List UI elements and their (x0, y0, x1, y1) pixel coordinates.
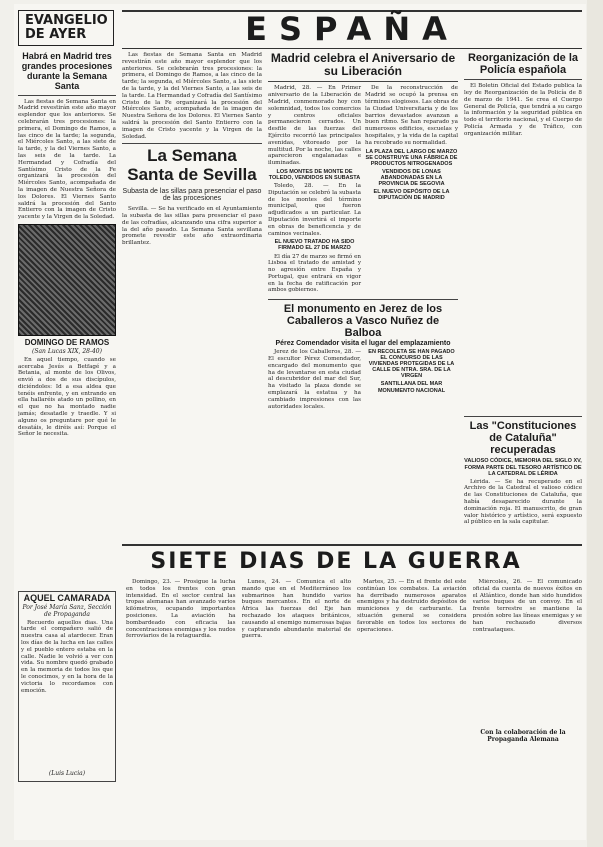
monument-subheadline: Pérez Comendador visita el lugar del emplazamiento (275, 339, 451, 347)
catalunya-subheadline: VALIOSO CÓDICE, MEMORIA DEL SIGLO XV, FORMA PARTE DEL TESORO ARTÍSTICO DE LA CATEDRAL DE LÉRIDA (464, 458, 582, 477)
footer-note: Con la colaboración de la Propaganda Alemana (480, 728, 566, 743)
subhead-fabrica: LA PLAZA DEL LARGO DE MARZO SE CONSTRUYE UNA FÁBRICA DE PRODUCTOS NITROGENADOS (365, 148, 458, 167)
camarada-box (18, 591, 116, 782)
subhead-segovia: VENDIDOS DE LONAS ABANDONADAS EN LA PROVINCIA DE SEGOVIA (378, 168, 445, 187)
sevilla-subheadline: Subasta de las sillas para presenciar el paso de las procesiones (122, 187, 262, 203)
center2-text: De la reconstrucción de Madrid se ocupó la prensa en términos elogiosos. Las obras de la Ciudad Universitaria y de los barrios devastados avanzan a buen ritmo. Se han reparado ya numerosos edificios, escuelas y hospitales, y la vida de la capital ha recobrado su normalidad. (365, 85, 458, 146)
camarada-text: Recuerdo aquellos días. Una tarde el compañero salió de nuestra casa al atardecer. Eran los días de la lucha en las calles y el pueblo entero estaba en la calle. Nadie le volvió a ver con vida. Su nombre quedó grabado en la memoria de todos los que le conocimos, y en la hora de la victoria lo recordamos con emoción. (21, 619, 113, 694)
newspaper-title: ESPAÑA (245, 10, 459, 48)
supplement-logo (18, 10, 114, 46)
masthead (122, 10, 582, 49)
newspaper-page (14, 4, 586, 840)
subhead-deposito: EL NUEVO DEPÓSITO DE LA DIPUTACIÓN DE MADRID (373, 188, 450, 201)
divider (18, 95, 116, 96)
madrid-text: Madrid, 28. — En Primer aniversario de la Liberación de Madrid, conmemorado hoy con solemnidad, todos los comercios y centros oficiales permanecieron cerrados. Un desfile de las fuerzas del Ejército recorrió las principales avenidas, vitoreado por la multitud. Por la noche, las calles aparecieron engalanadas e iluminadas. (268, 85, 361, 167)
sign-off: (Luis Lucia) (48, 769, 86, 777)
siete-col-3: Martes, 25. — En el frente del este continúan los combates. La aviación ha derribado numerosos aparatos enemigos y ha destruido depósitos de municiones y de carburante. La situación general se considera favorable en todos los sectores de operaciones. (357, 579, 467, 633)
procesiones-headline: Habrá en Madrid tres grandes procesiones durante la Semana Santa (21, 52, 113, 91)
monument-text: Jerez de los Caballeros, 28. — El escultor Pérez Comendador, encargado del monumento que ha de levantarse en esta ciudad al descubridor del mar del Sur, ha visitado la plaza donde se emplazará la estatua y ha cambiado impresiones con las autoridades locales. (268, 349, 361, 410)
monument-subcolumns (268, 349, 458, 412)
siete-col-4: Miércoles, 26. — El comunicado oficial da cuenta de nuevos éxitos en el Atlántico, donde han sido hundidos varios buques de un convoy. En el frente terrestre se mantiene la presión sobre las líneas enemigas y se han rechazado diversos contraataques. (472, 579, 582, 633)
left-column (18, 52, 116, 832)
policia-text: El Boletín Oficial del Estado publica la ley de Reorganización de la Policía de 8 de marzo de 1941. Se crea el Cuerpo General de Policía, que tendrá a su cargo la información y la seguridad pública en todo el territorio nacional, y el Cuerpo de Policía Armada y de Tráfico, con organización militar. (464, 83, 582, 137)
religious-illustration (18, 224, 116, 336)
mid-left-column (122, 52, 262, 540)
page-edge (587, 0, 603, 847)
monument-side (365, 349, 458, 412)
procesiones-text: Las fiestas de Semana Santa en Madrid revestirán este año mayor esplendor que los anteriores. Se celebrarán tres procesiones: la primera, el Domingo de Ramos, a las cinco de la tarde; la segunda, el Miércoles Santo, a las siete de la tarde, y la del Viernes Santo, a las seis de la tarde. La Hermandad y Cofradía del Santísimo Cristo de la Fe organizará la procesión del Miércoles Santo, acompañada de la imagen de Nuestra Señora de los Dolores. El Viernes Santo saldrá la procesión del Santo Entierro con la imagen de Cristo yacente y la Virgen de la Soledad. (18, 98, 116, 221)
divider (268, 299, 458, 300)
domingo-title: DOMINGO DE RAMOS (24, 337, 110, 347)
policia-headline: Reorganización de la Policía española (467, 52, 579, 77)
subhead-recoleta: EN RECOLETA SE HAN PAGADO EL CONCURSO DE LAS VIVIENDAS PROTEGIDAS DE LA CALLE DE NTRA. SRA. DE LA VIRGEN (368, 349, 455, 380)
toledo-text: Toledo, 28. — En la Diputación se celebró la subasta de los montes del término municipal, que fueron adjudicados a un particular. La Diputación invertirá el importe en obras de beneficencia y de caminos vecinales. (268, 183, 361, 237)
tratado-text: El día 27 de marzo se firmó en Lisboa el tratado de amistad y no agresión entre España y Portugal, que entrará en vigor en la fecha de ratificación por ambos gobiernos. (268, 253, 361, 294)
divider (464, 416, 582, 417)
monument-headline: El monumento en Jerez de los Caballeros a Vasco Nuñez de Balboa (283, 303, 443, 340)
camarada-title: AQUEL CAMARADA (23, 592, 111, 603)
camarada-byline: Por José María Sanz, Sección de Propaganda (22, 603, 112, 618)
center-subcolumns (268, 85, 458, 296)
sevilla-text: Sevilla. — Se ha verificado en el Ayuntamiento la subasta de las sillas para presenciar el paso de las cofradías, alcanzando una cifra superior a la del año pasado. La Semana Santa sevillana promete revestir este año extraordinaria brillantez. (122, 206, 262, 247)
domingo-text: En aquel tiempo, cuando se acercaba Jesús a Betfagé y a Betania, al monte de los Olivos, envió a dos de sus discípulos, diciéndoles: Id a esa aldea que tenéis enfrente, y en entrando en ella hallaréis atado un pollino, en el que no ha montado nadie jamás; desatadle y traedle. Y si alguno os preguntare por qué le desatáis, le diréis así: Porque el Señor le necesita. (18, 356, 116, 438)
divider (268, 81, 458, 82)
siete-col-2: Lunes, 24. — Comunica el alto mando que en el Mediterráneo los submarinos han hundido varios buques mercantes. En el norte de África las fuerzas del Eje han rechazado los ataques británicos, causando al enemigo numerosas bajas y capturando abundante material de guerra. (241, 579, 351, 640)
subhead-santillana: SANTILLANA DEL MAR MONUMENTO NACIONAL (377, 381, 446, 394)
center-subcol-b (365, 85, 458, 296)
siete-columns (126, 579, 582, 834)
subhead-toledo: LOS MONTES DE MONTE DE TOLEDO, VENDIDOS EN SUBASTA (268, 168, 361, 181)
catalunya-headline: Las "Constituciones de Cataluña" recuperadas (469, 420, 577, 457)
center-column (268, 52, 458, 540)
mid-text-1: Las fiestas de Semana Santa en Madrid revestirán este año mayor esplendor que los anteriores. Se celebrarán tres procesiones: la primera, el Domingo de Ramos, a las cinco de la tarde; la segunda, el Miércoles Santo, a las siete de la tarde, y la del Viernes Santo, a las seis de la tarde. La Hermandad y Cofradía del Santísimo Cristo de la Fe organizará la procesión del Miércoles Santo, acompañada de la imagen de Nuestra Señora de los Dolores. El Viernes Santo saldrá la procesión del Santo Entierro con la imagen de Cristo yacente y la Virgen de la Soledad. (122, 52, 262, 140)
madrid-headline: Madrid celebra el Aniversario de su Liberación (270, 52, 456, 79)
divider (464, 79, 582, 80)
siete-col-1: Domingo, 23. — Prosigue la lucha en todos los frentes con gran intensidad. En el sector central las tropas alemanas han avanzado varios kilómetros, ocupando importantes posiciones. La aviación ha bombardeado con eficacia las concentraciones enemigas y los nudos ferroviarios de la retaguardia. (126, 579, 236, 640)
siete-top-rule (122, 544, 582, 546)
divider (122, 143, 262, 144)
supplement-title: EVANGELIO DE AYER (25, 13, 108, 42)
catalunya-text: Lérida. — Se ha recuperado en el Archivo de la Catedral el valioso códice de las Constituciones de Cataluña, que había desaparecido durante la dominación roja. El manuscrito, de gran valor histórico y artístico, será expuesto al público en la sala capitular. (464, 478, 582, 526)
center-subcol-a (268, 85, 361, 296)
siete-headline: SIETE DIAS DE LA GUERRA (150, 549, 522, 574)
sevilla-headline: La Semana Santa de Sevilla (127, 146, 257, 185)
subhead-tratado: EL NUEVO TRATADO HA SIDO FIRMADO EL 27 DE MARZO (274, 239, 355, 252)
domingo-ref: (San Lucas XIX, 28-40) (32, 347, 102, 355)
